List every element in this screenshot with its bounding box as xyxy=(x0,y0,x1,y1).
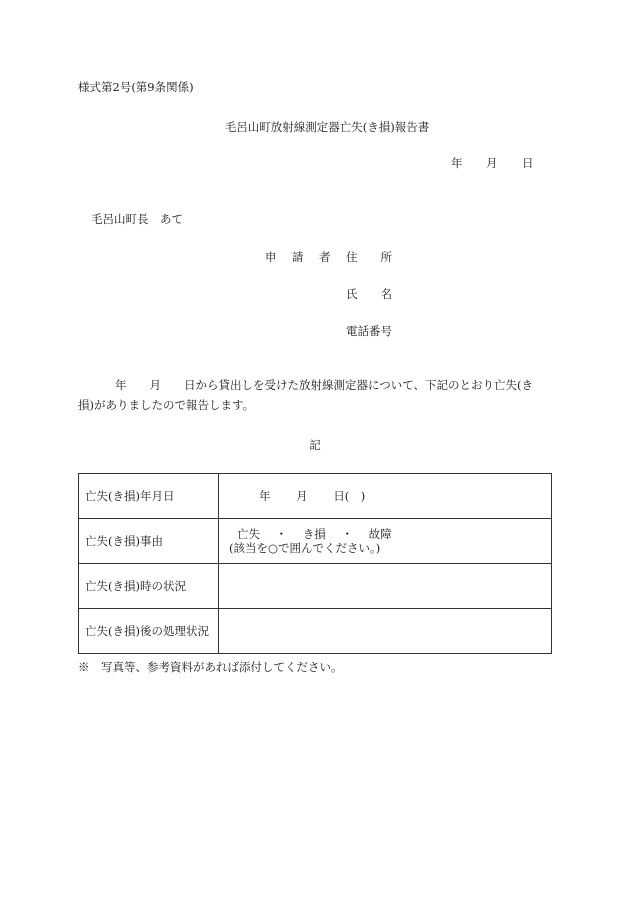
row-label: 亡失(き損)後の処理状況 xyxy=(79,609,219,654)
situation-value-cell[interactable] xyxy=(219,564,552,609)
footnote: ※ 写真等、参考資料があれば添付してください。 xyxy=(78,660,343,674)
table-row xyxy=(79,609,552,654)
report-table xyxy=(78,473,552,654)
reason-note: (該当を○で囲んでください。) xyxy=(229,541,381,555)
applicant-label: 申 請 者 xyxy=(265,250,333,264)
reason-options xyxy=(229,527,551,541)
handling-value-cell[interactable] xyxy=(219,609,552,654)
row-label: 亡失(き損)時の状況 xyxy=(79,564,219,609)
value-day: 日( ) xyxy=(333,489,366,503)
reason-separator: ・ xyxy=(341,527,353,541)
date-value-cell xyxy=(219,474,552,519)
table-row xyxy=(79,474,552,519)
reason-value-cell xyxy=(219,519,552,564)
address-label: 住 所 xyxy=(346,250,392,264)
value-year: 年 xyxy=(259,489,271,503)
value-month: 月 xyxy=(296,489,308,503)
body-text-line-2: 損)がありましたので報告します。 xyxy=(78,398,255,412)
phone-label: 電話番号 xyxy=(346,324,392,338)
row-label: 亡失(き損)年月日 xyxy=(79,474,219,519)
reason-separator: ・ xyxy=(275,527,288,541)
name-label: 氏 名 xyxy=(346,287,392,301)
date-day-label: 日 xyxy=(522,156,534,170)
table-row xyxy=(79,519,552,564)
date-month-label: 月 xyxy=(486,156,498,170)
document-title: 毛呂山町放射線測定器亡失(き損)報告書 xyxy=(224,120,430,134)
table-row xyxy=(79,564,552,609)
reason-option: 故障 xyxy=(368,527,392,541)
form-number: 様式第2号(第9条関係) xyxy=(78,80,194,94)
reason-option: き損 xyxy=(302,527,326,541)
date-year-label: 年 xyxy=(451,156,463,170)
row-label: 亡失(き損)事由 xyxy=(79,519,219,564)
addressee: 毛呂山町長 あて xyxy=(91,212,183,226)
ki-heading: 記 xyxy=(309,438,321,452)
body-text-line-1: 年 月 日から貸出しを受けた放射線測定器について、下記のとおり亡失(き xyxy=(115,378,534,392)
reason-option: 亡失 xyxy=(237,527,260,541)
